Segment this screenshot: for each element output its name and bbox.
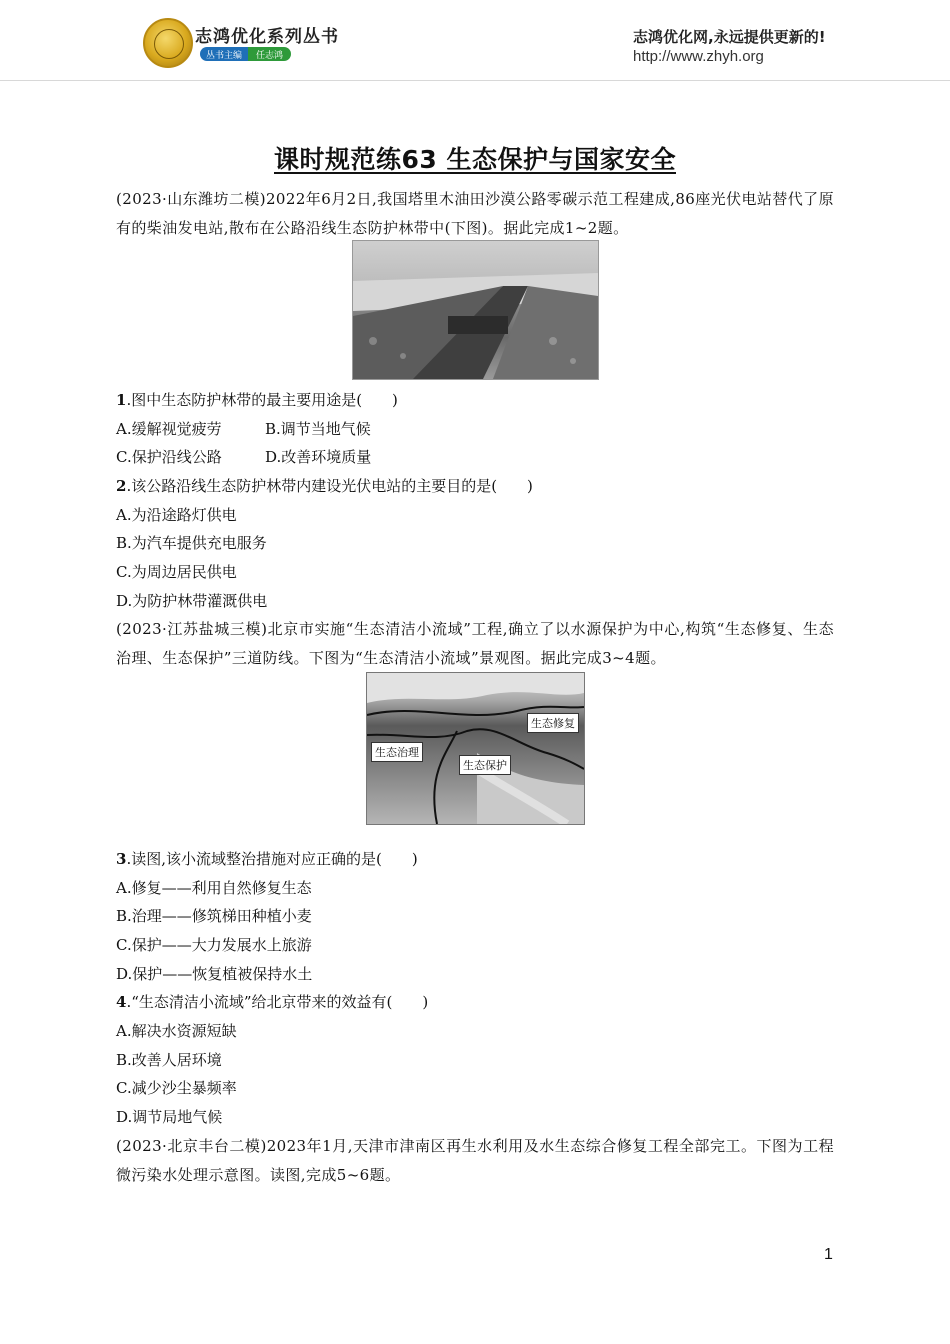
option-4d[interactable]: D.调节局地气候 [116,1108,223,1126]
option-2a[interactable]: A.为沿途路灯供电 [116,506,237,524]
question-4 [116,988,428,1017]
question-3-stem: .读图,该小流域整治措施对应正确的是( ) [126,850,418,868]
option-4c[interactable]: C.减少沙尘暴频率 [116,1079,237,1097]
watershed-landscape-photo [366,672,585,825]
editor-badge [200,47,291,61]
header-divider [0,80,950,81]
question-4-stem: .“生态清洁小流域”给北京带来的效益有( ) [126,993,429,1011]
group-3-intro: (2023·北京丰台二模)2023年1月,天津市津南区再生水利用及水生态综合修复工程全部完工。下图为工程微污染水处理示意图。读图,完成5~6题。 [116,1137,834,1184]
option-1b[interactable]: B.调节当地气候 [265,420,371,438]
option-3a[interactable]: A.修复——利用自然修复生态 [116,879,312,897]
editor-name: 任志鸿 [248,47,291,61]
series-logo-icon [143,18,193,68]
page-number: 1 [824,1246,833,1263]
group-2-intro: (2023·江苏盐城三模)北京市实施“生态清洁小流域”工程,确立了以水源保护为中心,构筑“生态修复、生态治理、生态保护”三道防线。下图为“生态清洁小流域”景观图。据此完成3~4题。 [116,620,834,667]
label-ecological-restoration: 生态修复 [527,713,579,733]
question-3 [116,845,418,874]
option-1d[interactable]: D.改善环境质量 [265,448,372,466]
header-url[interactable]: http://www.zhyh.org [633,48,764,65]
series-title: 志鸿优化系列丛书 [195,27,339,47]
option-2c[interactable]: C.为周边居民供电 [116,563,237,581]
header-slogan: 志鸿优化网,永远提供更新的! [633,28,826,46]
page-title: 课时规范练63 生态保护与国家安全 [274,145,676,174]
desert-road-photo [352,240,599,380]
label-ecological-protection: 生态保护 [459,755,511,775]
question-2-stem: .该公路沿线生态防护林带内建设光伏电站的主要目的是( ) [126,477,533,495]
question-1-stem: .图中生态防护林带的最主要用途是( ) [126,391,398,409]
editor-label: 丛书主编 [200,47,248,61]
group-1-intro: (2023·山东潍坊二模)2022年6月2日,我国塔里木油田沙漠公路零碳示范工程建成,86座光伏电站替代了原有的柴油发电站,散布在公路沿线生态防护林带中(下图)。据此完成1~2题。 [116,190,834,237]
question-1-options-row-1 [116,415,371,444]
option-3b[interactable]: B.治理——修筑梯田种植小麦 [116,907,312,925]
page-header [0,0,950,80]
option-2b[interactable]: B.为汽车提供充电服务 [116,534,267,552]
question-2-number: 2 [116,477,127,495]
option-4b[interactable]: B.改善人居环境 [116,1051,222,1069]
option-1c[interactable]: C.保护沿线公路 [116,448,222,466]
question-1-number: 1 [116,391,127,409]
label-ecological-governance: 生态治理 [371,742,423,762]
option-1a[interactable]: A.缓解视觉疲劳 [116,420,222,438]
option-3d[interactable]: D.保护——恢复植被保持水土 [116,965,313,983]
question-4-number: 4 [116,993,127,1011]
question-1-options-row-2 [116,443,371,472]
question-3-number: 3 [116,850,127,868]
option-4a[interactable]: A.解决水资源短缺 [116,1022,237,1040]
question-2 [116,472,533,501]
question-1 [116,386,398,415]
option-3c[interactable]: C.保护——大力发展水上旅游 [116,936,312,954]
option-2d[interactable]: D.为防护林带灌溉供电 [116,592,268,610]
